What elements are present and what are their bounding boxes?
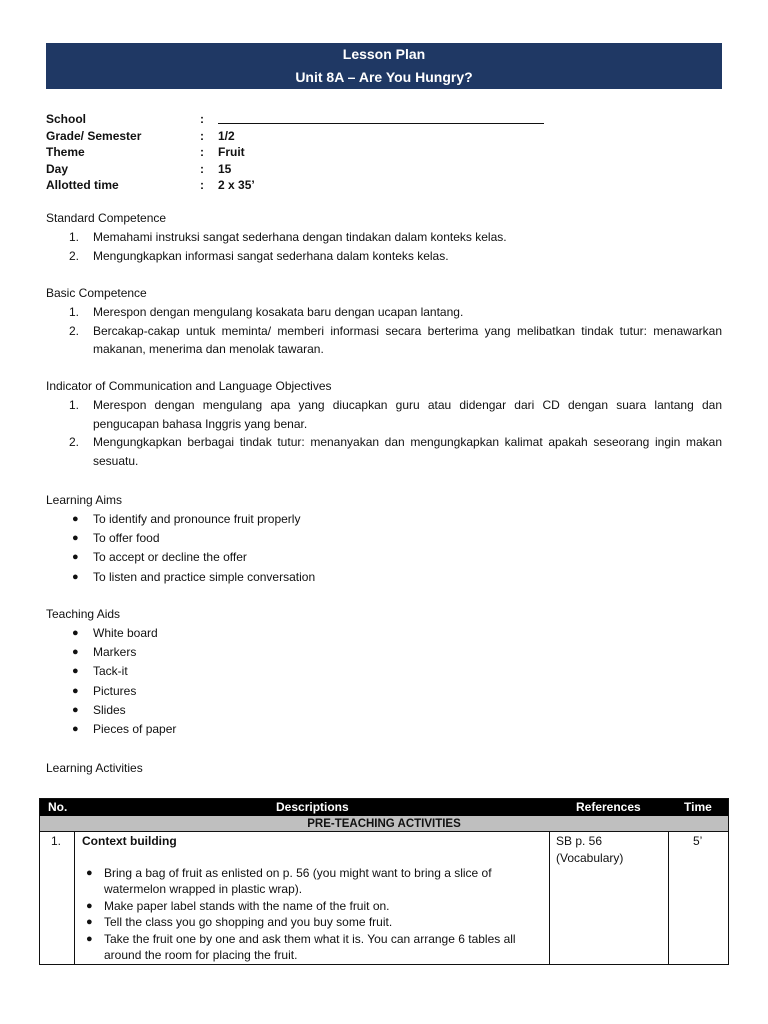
list-item-text: To offer food bbox=[93, 531, 160, 546]
info-value: 2 x 35’ bbox=[218, 178, 255, 192]
list-item-text: Merespon dengan mengulang kosakata baru dengan ucapan lantang. bbox=[93, 305, 464, 319]
list-item-text: Merespon dengan mengulang apa yang diucapkan guru atau didengar dari CD dengan suara lantang dan pengucapan bahasa Inggris yang benar. bbox=[93, 398, 722, 431]
list-item bbox=[46, 529, 722, 548]
section-title: Learning Activities bbox=[46, 761, 143, 775]
title-banner bbox=[46, 43, 722, 89]
list-item bbox=[46, 682, 722, 701]
list-number: 1. bbox=[69, 230, 80, 244]
list-number: 2. bbox=[69, 435, 80, 449]
info-separator: : bbox=[200, 112, 204, 126]
info-separator: : bbox=[200, 161, 204, 176]
indicator-section bbox=[46, 377, 722, 470]
bullet-icon: ● bbox=[72, 627, 79, 639]
learning-activities-section bbox=[46, 759, 722, 778]
standard-competence-section bbox=[46, 209, 722, 265]
column-header-descriptions: Descriptions bbox=[276, 800, 349, 814]
list-item bbox=[46, 510, 722, 529]
step-text: Take the fruit one by one and ask them what it is. You can arrange 6 tables all around the room for placing the fruit. bbox=[104, 931, 516, 963]
bullet-icon: ● bbox=[72, 513, 79, 525]
section-title: Indicator of Communication and Language Objectives bbox=[46, 379, 332, 393]
list-number: 1. bbox=[69, 398, 80, 412]
bullet-icon: ● bbox=[72, 551, 79, 564]
info-row-school bbox=[46, 111, 646, 128]
section-title: Teaching Aids bbox=[46, 607, 121, 621]
list-item bbox=[46, 228, 722, 247]
bullet-icon: ● bbox=[72, 684, 79, 697]
list-item-text: Markers bbox=[93, 645, 137, 660]
info-label: Allotted time bbox=[46, 178, 119, 192]
list-item bbox=[46, 548, 722, 567]
bullet-icon: ● bbox=[86, 899, 93, 912]
column-divider bbox=[74, 832, 75, 964]
reference-cell bbox=[556, 833, 623, 866]
list-item bbox=[46, 322, 722, 359]
step-text: Bring a bag of fruit as enlisted on p. 56 (you might want to bring a slice of watermelon wrapped in plastic wrap). bbox=[104, 866, 492, 897]
list-item-text: To accept or decline the offer bbox=[93, 550, 247, 565]
info-separator: : bbox=[200, 128, 204, 143]
activities-table bbox=[39, 798, 729, 965]
unit-title: Unit 8A – Are You Hungry? bbox=[295, 69, 473, 85]
list-item-text: To identify and pronounce fruit properly bbox=[93, 512, 301, 526]
list-item bbox=[82, 914, 542, 930]
column-divider bbox=[668, 832, 669, 964]
list-item bbox=[46, 568, 722, 587]
list-item bbox=[46, 662, 722, 681]
teaching-aids-section bbox=[46, 605, 722, 739]
list-item bbox=[82, 931, 542, 964]
list-item bbox=[46, 720, 722, 739]
column-header-no: No. bbox=[48, 800, 68, 814]
bullet-icon: ● bbox=[72, 532, 79, 545]
list-item-text: Pieces of paper bbox=[93, 722, 177, 737]
info-value: 15 bbox=[218, 161, 232, 176]
list-item-text: Mengungkapkan berbagai tindak tutur: menanyakan dan mengungkapkan kalimat apakah seseorang ingin makan sesuatu. bbox=[93, 435, 722, 468]
list-item bbox=[46, 303, 722, 322]
bullet-icon: ● bbox=[86, 867, 93, 879]
basic-competence-section bbox=[46, 284, 722, 359]
bullet-icon: ● bbox=[72, 665, 79, 678]
list-item bbox=[46, 247, 722, 266]
list-item-text: Pictures bbox=[93, 683, 137, 698]
info-row-grade bbox=[46, 128, 646, 145]
activity-steps bbox=[82, 865, 542, 963]
info-row-time bbox=[46, 177, 646, 194]
section-title: Basic Competence bbox=[46, 286, 147, 300]
list-number: 2. bbox=[69, 248, 80, 263]
info-separator: : bbox=[200, 145, 204, 159]
info-label: School bbox=[46, 112, 87, 126]
row-number: 1. bbox=[51, 834, 62, 848]
list-item bbox=[46, 624, 722, 643]
list-item-text: Bercakap-cakap untuk meminta/ memberi informasi secara berterima yang melibatkan tindak tutur: menawarkan makanan, menerima dan menolak tawaran. bbox=[93, 323, 722, 356]
reference-line: (Vocabulary) bbox=[556, 850, 624, 865]
info-separator: : bbox=[200, 178, 204, 192]
info-value: Fruit bbox=[218, 145, 245, 159]
list-item bbox=[46, 701, 722, 720]
list-item bbox=[82, 865, 542, 898]
info-label: Theme bbox=[46, 145, 85, 159]
list-item bbox=[82, 898, 542, 914]
step-text: Tell the class you go shopping and you buy some fruit. bbox=[104, 915, 393, 930]
lesson-info bbox=[46, 111, 646, 194]
section-band-pre-teaching: PRE-TEACHING ACTIVITIES bbox=[40, 816, 728, 832]
section-title: Learning Aims bbox=[46, 493, 123, 507]
info-label: Day bbox=[46, 161, 69, 176]
reference-line: SB p. 56 bbox=[556, 834, 603, 848]
list-item-text: White board bbox=[93, 626, 158, 640]
bullet-icon: ● bbox=[86, 916, 93, 929]
list-number: 1. bbox=[69, 305, 80, 319]
time-cell: 5’ bbox=[693, 834, 703, 848]
list-item-text: Memahami instruksi sangat sederhana dengan tindakan dalam konteks kelas. bbox=[93, 230, 507, 244]
list-number: 2. bbox=[69, 323, 80, 338]
column-header-references: References bbox=[576, 800, 641, 814]
activity-title: Context building bbox=[82, 834, 177, 848]
list-item bbox=[46, 643, 722, 662]
info-row-day bbox=[46, 161, 646, 178]
list-item-text: Slides bbox=[93, 702, 126, 717]
list-item-text: Tack-it bbox=[93, 664, 128, 679]
bullet-icon: ● bbox=[72, 703, 79, 716]
list-item bbox=[46, 433, 722, 470]
column-divider bbox=[549, 832, 550, 964]
column-header-time: Time bbox=[684, 800, 712, 814]
table-header bbox=[40, 799, 728, 816]
bullet-icon: ● bbox=[86, 932, 93, 945]
info-row-theme bbox=[46, 144, 646, 161]
list-item bbox=[46, 396, 722, 433]
list-item-text: To listen and practice simple conversation bbox=[93, 569, 316, 584]
section-title: Standard Competence bbox=[46, 211, 167, 225]
bullet-icon: ● bbox=[72, 570, 79, 583]
bullet-icon: ● bbox=[72, 646, 79, 659]
list-item-text: Mengungkapkan informasi sangat sederhana dalam konteks kelas. bbox=[93, 248, 449, 263]
school-blank-line bbox=[218, 123, 544, 124]
document-title: Lesson Plan bbox=[342, 46, 426, 62]
info-value: 1/2 bbox=[218, 128, 235, 143]
step-text: Make paper label stands with the name of the fruit on. bbox=[104, 898, 390, 913]
bullet-icon: ● bbox=[72, 723, 79, 736]
info-label: Grade/ Semester bbox=[46, 128, 142, 143]
learning-aims-section bbox=[46, 491, 722, 587]
